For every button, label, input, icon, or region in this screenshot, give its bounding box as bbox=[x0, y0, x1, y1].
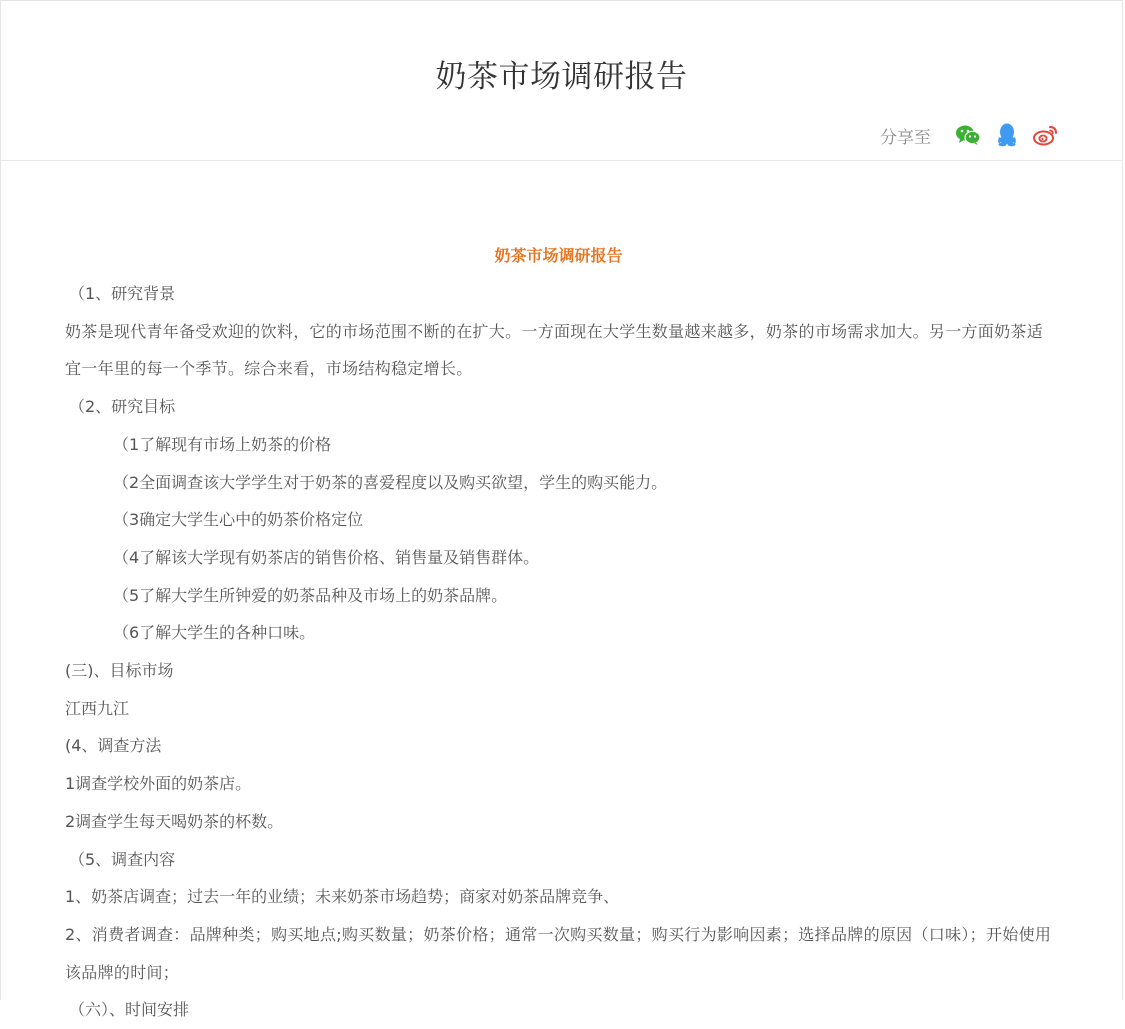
list-item: 1、奶茶店调查；过去一年的业绩；未来奶茶市场趋势；商家对奶茶品牌竞争、 bbox=[65, 887, 620, 907]
list-item: （5了解大学生所钟爱的奶茶品种及市场上的奶茶品牌。 bbox=[113, 585, 508, 605]
share-label: 分享至 bbox=[880, 127, 931, 148]
section-heading: （六）、时间安排 bbox=[69, 1000, 190, 1020]
section-heading: （2、研究目标 bbox=[69, 397, 176, 417]
list-item: 2、消费者调查：品牌种类；购买地点;购买数量；奶茶价格；通常一次购买数量；购买行为影响因素；选择品牌的原因（口味）；开始使用该品牌的时间； bbox=[65, 924, 1052, 982]
section-heading: (三)、目标市场 bbox=[65, 661, 174, 681]
weibo-icon[interactable] bbox=[1032, 121, 1060, 149]
share-bar bbox=[880, 121, 1060, 149]
list-item: 2调查学生每天喝奶茶的杯数。 bbox=[65, 811, 284, 831]
article-body bbox=[65, 237, 1058, 1029]
list-item: （1了解现有市场上奶茶的价格 bbox=[113, 434, 332, 454]
qq-icon[interactable] bbox=[993, 121, 1021, 149]
section-heading: （5、调查内容 bbox=[69, 849, 176, 869]
wechat-icon[interactable] bbox=[954, 121, 982, 149]
list-item: （2全面调查该大学学生对于奶茶的喜爱程度以及购买欲望，学生的购买能力。 bbox=[113, 472, 668, 492]
list-item: （6了解大学生的各种口味。 bbox=[113, 623, 316, 643]
paragraph: 奶茶是现代青年备受欢迎的饮料，它的市场范围不断的在扩大。一方面现在大学生数量越来越多，奶茶的市场需求加大。另一方面奶茶适宜一年里的每一个季节。综合来看，市场结构稳定增长。 bbox=[65, 321, 1044, 379]
article-header bbox=[1, 1, 1122, 161]
page-title: 奶茶市场调研报告 bbox=[435, 59, 688, 95]
list-item: 1调查学校外面的奶茶店。 bbox=[65, 774, 252, 794]
document-title: 奶茶市场调研报告 bbox=[494, 246, 623, 265]
paragraph: 江西九江 bbox=[65, 698, 130, 718]
section-heading: (4、调查方法 bbox=[65, 736, 162, 756]
list-item: （4了解该大学现有奶茶店的销售价格、销售量及销售群体。 bbox=[113, 547, 540, 567]
list-item: （3确定大学生心中的奶茶价格定位 bbox=[113, 510, 364, 530]
section-heading: （1、研究背景 bbox=[69, 284, 176, 303]
